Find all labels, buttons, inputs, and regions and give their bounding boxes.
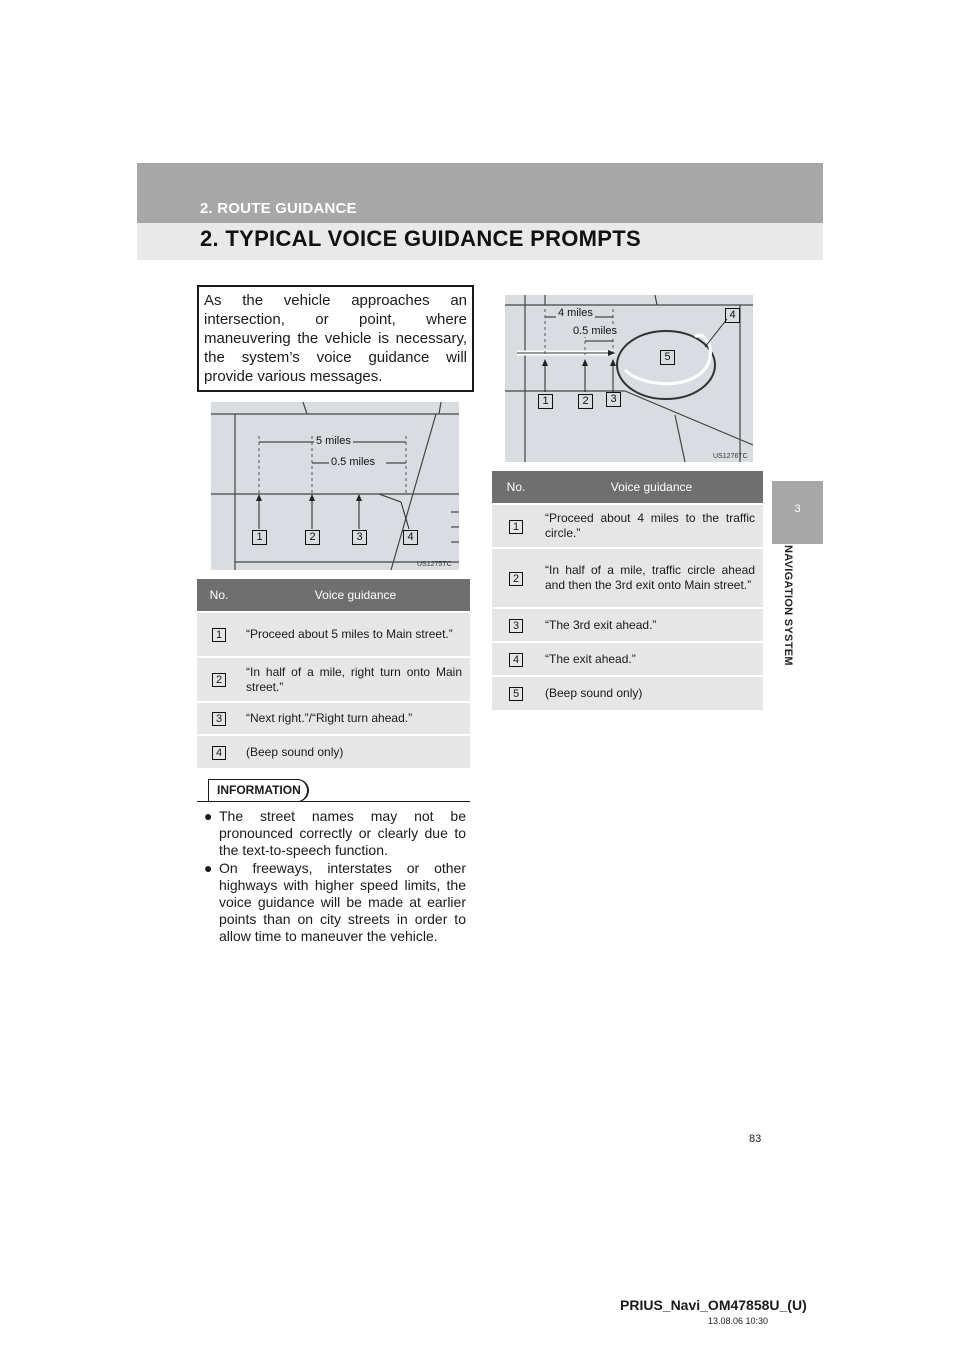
row-number-cell — [492, 642, 540, 676]
distance-label-near: 0.5 miles — [573, 325, 618, 337]
table-row — [492, 676, 763, 710]
voice-guidance-table-2 — [492, 471, 763, 710]
row-number-cell — [492, 676, 540, 710]
column-header-no: No. — [492, 471, 540, 504]
route-diagram-circle-svg — [505, 295, 753, 462]
table-row — [492, 548, 763, 608]
table-row — [492, 608, 763, 642]
information-text: On freeways, interstates or other highways with higher speed limits, the voice guidance will be made at earlier points than on city streets in order to allow time to maneuver the vehicle. — [219, 860, 466, 944]
row-number: 4 — [509, 653, 523, 667]
table-row — [197, 612, 470, 657]
route-diagram-straight-svg — [211, 402, 459, 570]
column-header-voice: Voice guidance — [540, 471, 763, 504]
row-number-cell — [492, 504, 540, 548]
intro-box: As the vehicle approaches an intersection, or point, where maneuvering the vehicle is necessary, the system’s voice guidance will provide various messages. — [197, 285, 474, 392]
marker-3: 3 — [606, 392, 621, 407]
row-number: 3 — [509, 619, 523, 633]
row-number: 2 — [212, 673, 226, 687]
distance-label-near: 0.5 miles — [331, 456, 376, 468]
document-id: PRIUS_Navi_OM47858U_(U) — [620, 1297, 807, 1313]
row-text: “Proceed about 4 miles to the traffic circle.” — [540, 504, 763, 548]
table-row — [492, 642, 763, 676]
document-date: 13.08.06 10:30 — [707, 1316, 768, 1326]
table-row — [197, 735, 470, 768]
row-text: “The 3rd exit ahead.” — [540, 608, 763, 642]
marker-4: 4 — [403, 530, 418, 545]
row-text: (Beep sound only) — [241, 735, 470, 768]
page-number: 83 — [749, 1133, 762, 1145]
row-number-cell — [197, 735, 241, 768]
marker-2: 2 — [305, 530, 320, 545]
row-text: “Next right.”/“Right turn ahead.” — [241, 702, 470, 735]
bullet-icon: ● — [204, 808, 213, 824]
page-title: 2. TYPICAL VOICE GUIDANCE PROMPTS — [200, 226, 641, 251]
row-number-cell — [197, 612, 241, 657]
row-number-cell — [492, 608, 540, 642]
figure-id: US1276TC — [713, 453, 748, 460]
information-item — [204, 860, 466, 945]
marker-3: 3 — [352, 530, 367, 545]
marker-1: 1 — [252, 530, 267, 545]
row-number: 2 — [509, 572, 523, 586]
marker-4: 4 — [725, 308, 740, 323]
row-number: 5 — [509, 687, 523, 701]
voice-guidance-table-1 — [197, 579, 470, 768]
row-number: 1 — [212, 628, 226, 642]
row-number-cell — [492, 548, 540, 608]
row-text: “Proceed about 5 miles to Main street.” — [241, 612, 470, 657]
marker-2: 2 — [578, 394, 593, 409]
table-row — [492, 504, 763, 548]
row-number: 1 — [509, 520, 523, 534]
distance-label-far: 5 miles — [316, 435, 351, 447]
table-header-row — [197, 579, 470, 612]
chapter-number: 3 — [794, 503, 801, 515]
row-text: “The exit ahead.” — [540, 642, 763, 676]
row-number-cell — [197, 702, 241, 735]
bullet-icon: ● — [204, 860, 213, 876]
marker-5: 5 — [660, 350, 675, 365]
chapter-label: NAVIGATION SYSTEM — [782, 545, 794, 666]
section-title: 2. ROUTE GUIDANCE — [200, 200, 357, 217]
figure-id: US1275TC — [417, 561, 452, 568]
table-row — [197, 702, 470, 735]
information-divider — [197, 801, 470, 802]
marker-1: 1 — [538, 394, 553, 409]
information-heading: INFORMATION — [208, 779, 309, 802]
row-number: 4 — [212, 746, 226, 760]
row-number-cell — [197, 657, 241, 702]
information-text: The street names may not be pronounced correctly or clearly due to the text-to-speech function. — [219, 808, 466, 858]
row-number: 3 — [212, 712, 226, 726]
route-diagram-traffic-circle — [505, 295, 753, 462]
distance-label-far: 4 miles — [558, 307, 593, 319]
information-item — [204, 808, 466, 859]
column-header-no: No. — [197, 579, 241, 612]
row-text: “In half of a mile, traffic circle ahead and then the 3rd exit onto Main street.” — [540, 548, 763, 608]
route-diagram-straight — [211, 402, 459, 570]
row-text: “In half of a mile, right turn onto Main street.” — [241, 657, 470, 702]
row-text: (Beep sound only) — [540, 676, 763, 710]
column-header-voice: Voice guidance — [241, 579, 470, 612]
table-row — [197, 657, 470, 702]
table-header-row — [492, 471, 763, 504]
